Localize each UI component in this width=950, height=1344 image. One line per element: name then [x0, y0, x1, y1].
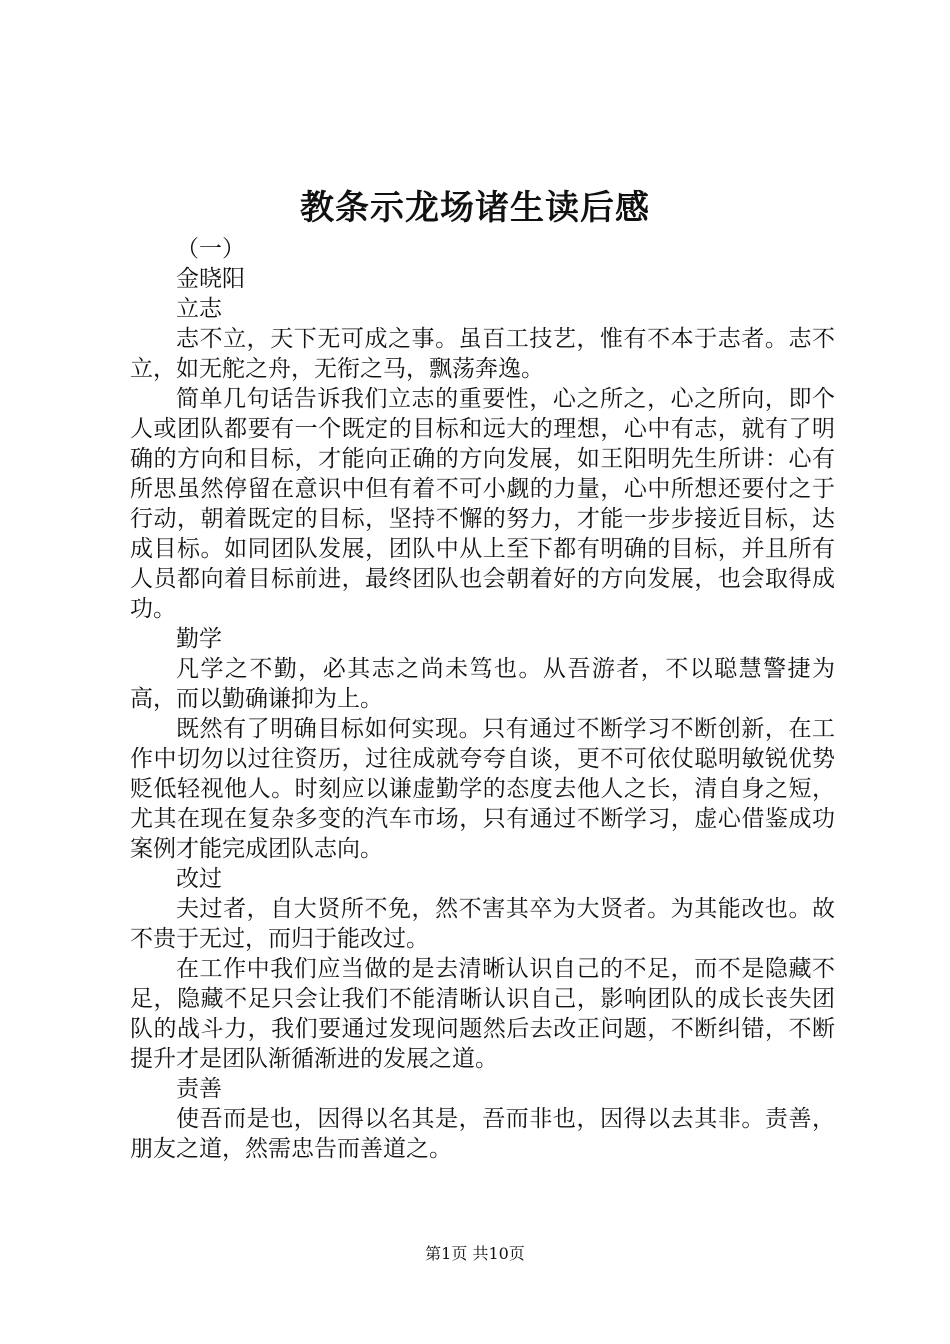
page-footer: 第1页 共10页 [425, 1244, 525, 1263]
paragraph-comment-qinxue: 既然有了明确目标如何实现。只有通过不断学习不断创新，在工作中切勿以过往资历，过往成就夸夸自谈，更不可依仗聪明敏锐优势贬低轻视他人。时刻应以谦虚勤学的态度去他人之长，清自身之短，尤其在现在复杂多变的汽车市场，只有通过不断学习，虚心借鉴成功案例才能完成团队志向。 [130, 716, 835, 862]
page-title: 教条示龙场诸生读后感 [300, 188, 650, 228]
section-heading-gaiguo: 改过 [176, 866, 222, 892]
paragraph-quote-gaiguo: 夫过者，自大贤所不免，然不害其卒为大贤者。为其能改也。故不贵于无过，而归于能改过。 [130, 896, 835, 952]
section-heading-zeshan: 责善 [176, 1076, 222, 1102]
paragraph-comment-lizhi: 简单几句话告诉我们立志的重要性，心之所之，心之所向，即个人或团队都要有一个既定的目标和远大的理想，心中有志，就有了明确的方向和目标，才能向正确的方向发展，如王阳明先生所讲：心有所思虽然停留在意识中但有着不可小觑的力量，心中所想还要付之于行动，朝着既定的目标，坚持不懈的努力，才能一步步接近目标，达成目标。如同团队发展，团队中从上至下都有明确的目标，并且所有人员都向着目标前进，最终团队也会朝着好的方向发展，也会取得成功。 [130, 386, 835, 622]
author-name: 金晓阳 [176, 266, 245, 292]
paragraph-comment-gaiguo: 在工作中我们应当做的是去清晰认识自己的不足，而不是隐藏不足，隐藏不足只会让我们不能清晰认识自己，影响团队的成长丧失团队的战斗力，我们要通过发现问题然后去改正问题，不断纠错，不断提升才是团队渐循渐进的发展之道。 [130, 956, 835, 1072]
paragraph-quote-qinxue: 凡学之不勤，必其志之尚未笃也。从吾游者，不以聪慧警捷为高，而以勤确谦抑为上。 [130, 656, 835, 712]
section-heading-lizhi: 立志 [176, 296, 222, 322]
section-heading-qinxue: 勤学 [176, 626, 222, 652]
paragraph-quote-lizhi: 志不立，天下无可成之事。虽百工技艺，惟有不本于志者。志不立，如无舵之舟，无衔之马，飘荡奔逸。 [130, 326, 835, 382]
section-marker: （一） [176, 236, 245, 262]
paragraph-quote-zeshan: 使吾而是也，因得以名其是，吾而非也，因得以去其非。责善，朋友之道，然需忠告而善道之。 [130, 1106, 835, 1162]
document-body [130, 234, 835, 1164]
